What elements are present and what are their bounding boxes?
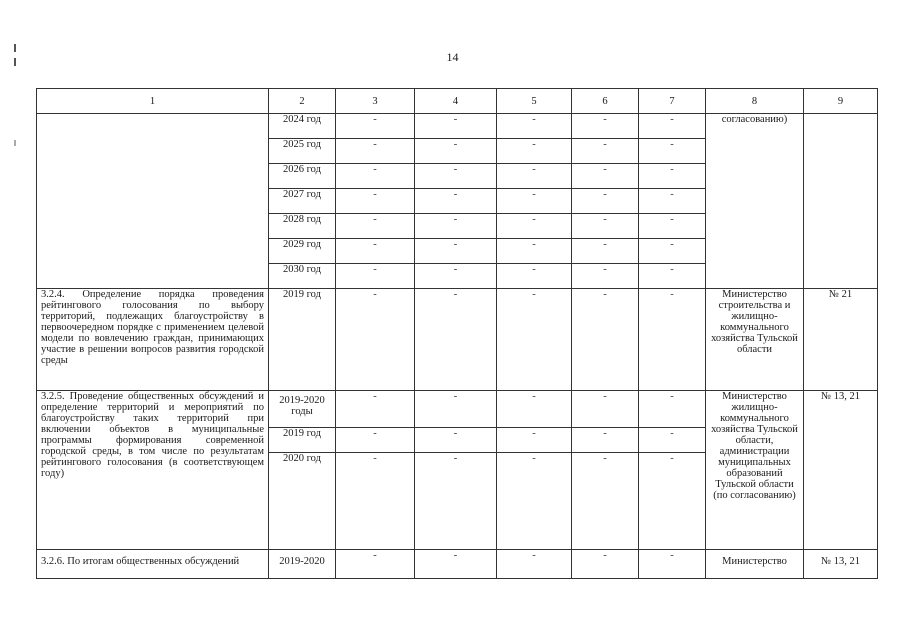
value-cell: - bbox=[572, 214, 639, 239]
value-cell: - bbox=[497, 453, 572, 550]
col-header-1: 1 bbox=[37, 89, 269, 114]
value-cell: - bbox=[336, 264, 415, 289]
value-cell: - bbox=[336, 453, 415, 550]
value-cell: - bbox=[497, 391, 572, 428]
plan-table bbox=[36, 88, 878, 579]
value-cell: - bbox=[336, 289, 415, 391]
value-cell: - bbox=[639, 164, 706, 189]
value-cell: - bbox=[336, 239, 415, 264]
responsible-cell: Министерство жилищно-коммунального хозяйства Тульской области, администрации муниципальных образований Тульской области (по согласованию) bbox=[706, 391, 804, 550]
value-cell: - bbox=[639, 391, 706, 428]
value-cell: - bbox=[572, 453, 639, 550]
ref-cell-empty bbox=[804, 114, 878, 289]
year-cell: 2019-2020 годы bbox=[269, 391, 336, 428]
value-cell: - bbox=[572, 264, 639, 289]
responsible-cell: Министерство строительства и жилищно-коммунального хозяйства Тульской области bbox=[706, 289, 804, 391]
col-header-2: 2 bbox=[269, 89, 336, 114]
col-header-3: 3 bbox=[336, 89, 415, 114]
value-cell: - bbox=[336, 189, 415, 214]
value-cell: - bbox=[415, 453, 497, 550]
header-row bbox=[37, 89, 878, 114]
year-cell: 2019 год bbox=[269, 428, 336, 453]
value-cell: - bbox=[572, 114, 639, 139]
year-cell: 2025 год bbox=[269, 139, 336, 164]
col-header-9: 9 bbox=[804, 89, 878, 114]
value-cell: - bbox=[415, 114, 497, 139]
year-cell: 2019 год bbox=[269, 289, 336, 391]
year-cell: 2024 год bbox=[269, 114, 336, 139]
col-header-8: 8 bbox=[706, 89, 804, 114]
ref-cell: № 13, 21 bbox=[804, 391, 878, 550]
year-cell: 2029 год bbox=[269, 239, 336, 264]
value-cell: - bbox=[415, 239, 497, 264]
desc-cell-empty bbox=[37, 114, 269, 289]
value-cell: - bbox=[497, 264, 572, 289]
col-header-6: 6 bbox=[572, 89, 639, 114]
activity-description: 3.2.6. По итогам общественных обсуждений bbox=[37, 550, 269, 579]
value-cell: - bbox=[336, 164, 415, 189]
value-cell: - bbox=[639, 550, 706, 579]
value-cell: - bbox=[497, 289, 572, 391]
table-row bbox=[37, 289, 878, 391]
value-cell: - bbox=[639, 214, 706, 239]
value-cell: - bbox=[639, 189, 706, 214]
value-cell: - bbox=[572, 428, 639, 453]
ref-cell: № 13, 21 bbox=[804, 550, 878, 579]
value-cell: - bbox=[639, 239, 706, 264]
value-cell: - bbox=[572, 289, 639, 391]
value-cell: - bbox=[572, 550, 639, 579]
table-row bbox=[37, 550, 878, 579]
value-cell: - bbox=[497, 164, 572, 189]
value-cell: - bbox=[415, 550, 497, 579]
value-cell: - bbox=[572, 164, 639, 189]
value-cell: - bbox=[415, 428, 497, 453]
value-cell: - bbox=[639, 453, 706, 550]
responsible-cell: согласованию) bbox=[706, 114, 804, 289]
value-cell: - bbox=[639, 114, 706, 139]
value-cell: - bbox=[639, 264, 706, 289]
col-header-5: 5 bbox=[497, 89, 572, 114]
col-header-4: 4 bbox=[415, 89, 497, 114]
year-cell: 2028 год bbox=[269, 214, 336, 239]
value-cell: - bbox=[572, 391, 639, 428]
value-cell: - bbox=[336, 214, 415, 239]
ref-cell: № 21 bbox=[804, 289, 878, 391]
value-cell: - bbox=[336, 428, 415, 453]
year-cell: 2026 год bbox=[269, 164, 336, 189]
value-cell: - bbox=[572, 239, 639, 264]
value-cell: - bbox=[336, 391, 415, 428]
activity-description: 3.2.4. Определение порядка проведения рейтингового голосования по выбору территорий, подлежащих благоустройству в первоочередном порядке с применением целевой модели по вовлечению граждан, принимающих участие в решении вопросов развития городской среды bbox=[37, 289, 269, 391]
value-cell: - bbox=[415, 164, 497, 189]
value-cell: - bbox=[497, 239, 572, 264]
value-cell: - bbox=[415, 391, 497, 428]
scan-mark bbox=[14, 140, 16, 146]
responsible-cell: Министерство bbox=[706, 550, 804, 579]
value-cell: - bbox=[336, 114, 415, 139]
year-cell: 2027 год bbox=[269, 189, 336, 214]
table-row bbox=[37, 391, 878, 428]
value-cell: - bbox=[497, 114, 572, 139]
value-cell: - bbox=[415, 214, 497, 239]
value-cell: - bbox=[639, 139, 706, 164]
value-cell: - bbox=[415, 189, 497, 214]
value-cell: - bbox=[497, 214, 572, 239]
activity-description: 3.2.5. Проведение общественных обсуждений и определение территорий и мероприятий по благоустройству таких территорий при включении объектов в муниципальные программы формирования современной городской среды, в том числе по результатам рейтингового голосования (в соответствующем году) bbox=[37, 391, 269, 550]
value-cell: - bbox=[572, 139, 639, 164]
table-row bbox=[37, 114, 878, 139]
value-cell: - bbox=[497, 139, 572, 164]
value-cell: - bbox=[336, 139, 415, 164]
value-cell: - bbox=[572, 189, 639, 214]
value-cell: - bbox=[336, 550, 415, 579]
value-cell: - bbox=[497, 428, 572, 453]
value-cell: - bbox=[639, 289, 706, 391]
value-cell: - bbox=[415, 289, 497, 391]
value-cell: - bbox=[415, 139, 497, 164]
page-number: 14 bbox=[446, 50, 459, 64]
value-cell: - bbox=[497, 189, 572, 214]
scan-mark bbox=[14, 58, 16, 66]
year-cell: 2019-2020 bbox=[269, 550, 336, 579]
scan-mark bbox=[14, 44, 16, 52]
value-cell: - bbox=[415, 264, 497, 289]
value-cell: - bbox=[497, 550, 572, 579]
year-cell: 2020 год bbox=[269, 453, 336, 550]
col-header-7: 7 bbox=[639, 89, 706, 114]
value-cell: - bbox=[639, 428, 706, 453]
year-cell: 2030 год bbox=[269, 264, 336, 289]
